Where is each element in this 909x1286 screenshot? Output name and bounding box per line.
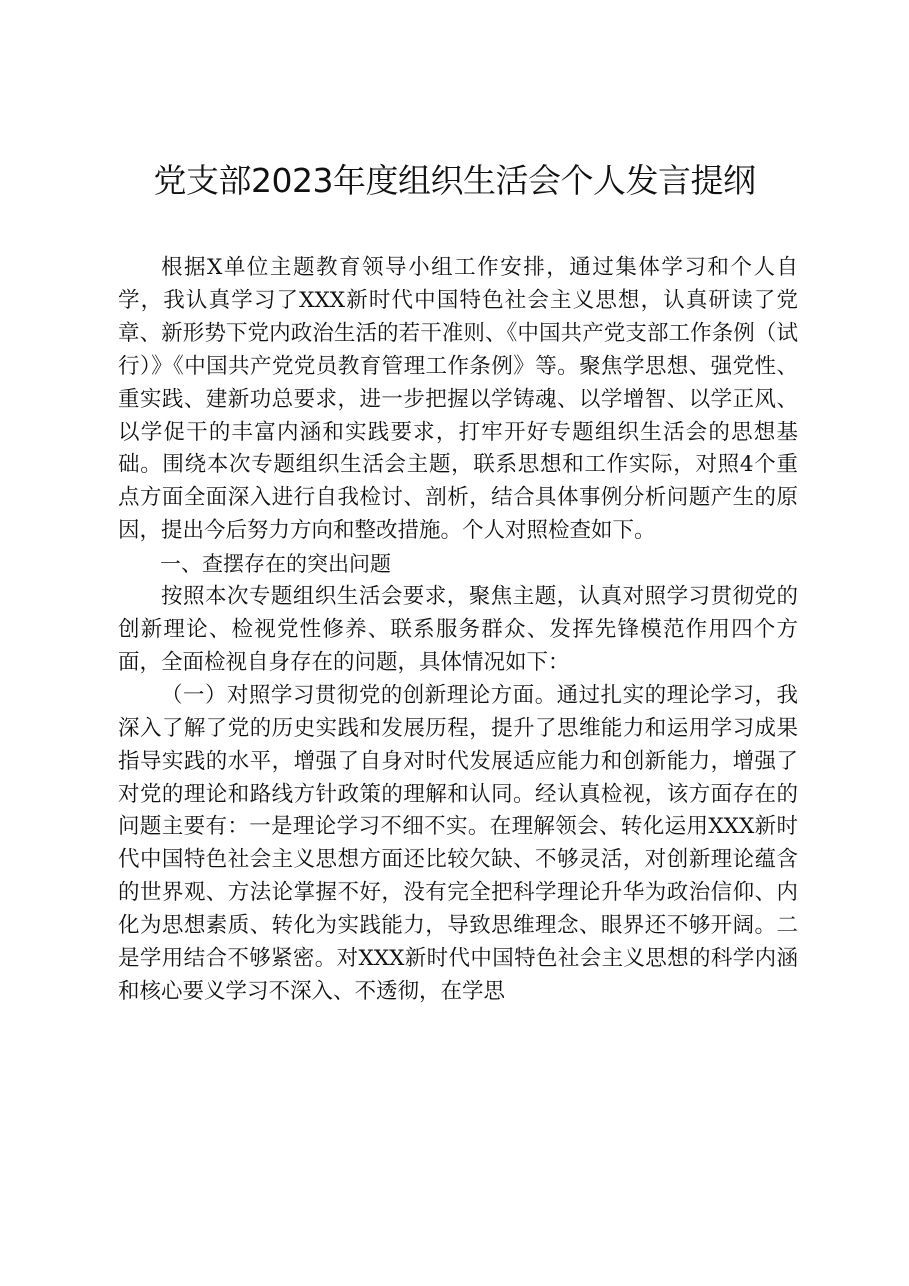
section-1-paragraph: 按照本次专题组织生活会要求，聚焦主题，认真对照学习贯彻党的创新理论、检视党性修养、联系服务群众、发挥先锋模范作用四个方面，全面检视自身存在的问题，具体情况如下： bbox=[118, 584, 798, 675]
document-body bbox=[118, 252, 798, 1009]
subsection-1-paragraph: （一）对照学习贯彻党的创新理论方面。通过扎实的理论学习，我深入了解了党的历史实践和发展历程，提升了思维能力和运用学习成果指导实践的水平，增强了自身对时代发展适应能力和创新能力，增强了对党的理论和路线方针政策的理解和认同。经认真检视，该方面存在的问题主要有：一是理论学习不细不实。在理解领会、转化运用XXX新时代中国特色社会主义思想方面还比较欠缺、不够灵活，对创新理论蕴含的世界观、方法论掌握不好，没有完全把科学理论升华为政治信仰、内化为思想素质、转化为实践能力，导致思维理念、眼界还不够开阔。二是学用结合不够紧密。对XXX新时代中国特色社会主义思想的科学内涵和核心要义学习不深入、不透彻，在学思 bbox=[118, 682, 798, 1004]
intro-paragraph: 根据X单位主题教育领导小组工作安排，通过集体学习和个人自学，我认真学习了XXX新时代中国特色社会主义思想，认真研读了党章、新形势下党内政治生活的若干准则、《中国共产党支部工作条例（试行）》《中国共产党党员教育管理工作条例》等。聚焦学思想、强党性、重实践、建新功总要求，进一步把握以学铸魂、以学增智、以学正风、以学促干的丰富内涵和实践要求，打牢开好专题组织生活会的思想基础。围绕本次专题组织生活会主题，联系思想和工作实际，对照4个重点方面全面深入进行自我检讨、剖析，结合具体事例分析问题产生的原因，提出今后努力方向和整改措施。个人对照检查如下。 bbox=[118, 255, 798, 544]
document-title: 党支部2023年度组织生活会个人发言提纲 bbox=[153, 161, 756, 200]
section-heading-1: 一、查摆存在的突出问题 bbox=[160, 552, 391, 577]
